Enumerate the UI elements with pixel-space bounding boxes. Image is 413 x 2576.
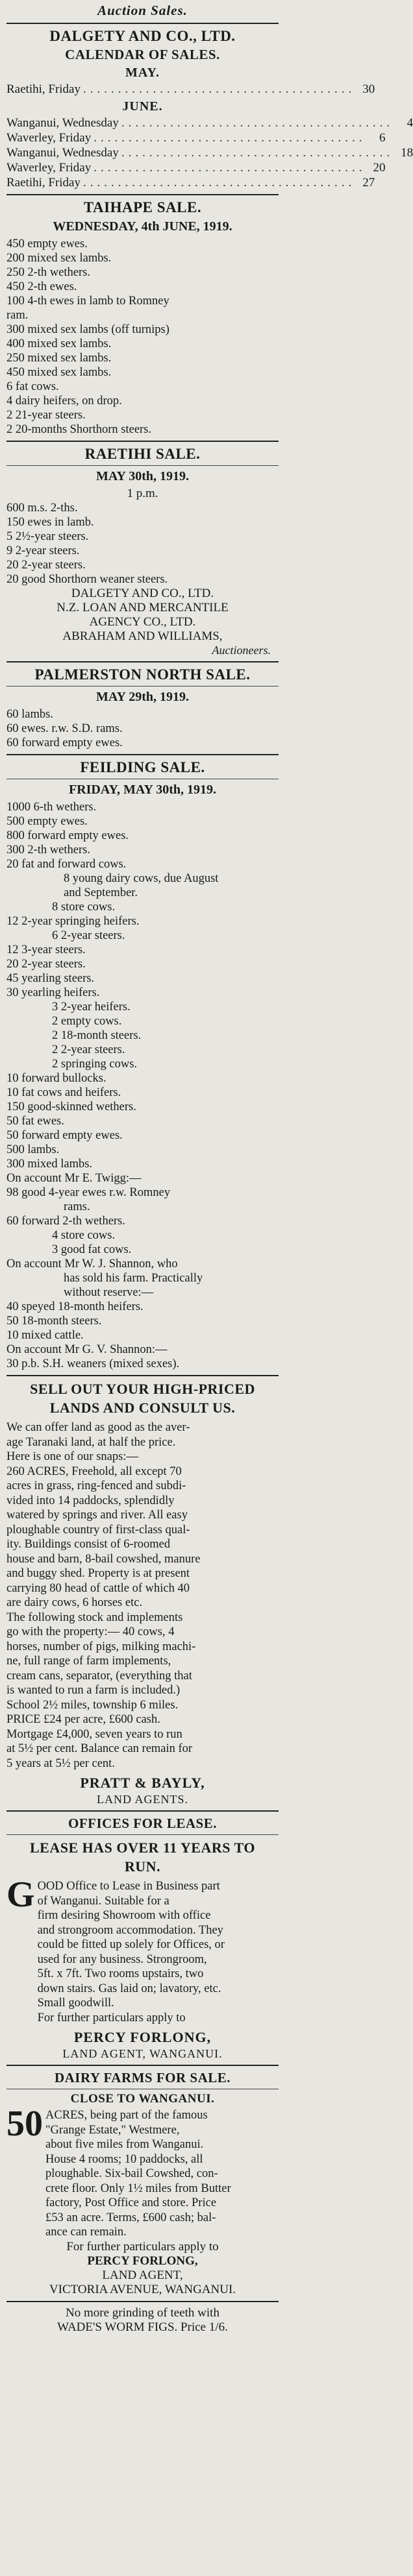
calendar-heading: CALENDAR OF SALES. bbox=[65, 47, 220, 62]
text-line: ance can remain. bbox=[45, 2226, 127, 2239]
lot-item: 30 yearling heifers. bbox=[6, 986, 100, 999]
raetihi-firm: N.Z. LOAN AND MERCANTILE bbox=[56, 601, 229, 614]
month-june: JUNE. bbox=[122, 99, 163, 114]
lot-item: 2 empty cows. bbox=[52, 1015, 122, 1028]
lot-item: 30 p.b. S.H. weaners (mixed sexes). bbox=[6, 1357, 180, 1370]
text-line: We can offer land as good as the aver- bbox=[6, 1421, 190, 1434]
text-line: are dairy cows, 6 horses etc. bbox=[6, 1596, 143, 1609]
june-rows bbox=[6, 115, 413, 190]
leader-dots: ....................................... bbox=[121, 146, 394, 160]
dairy-body bbox=[6, 2104, 279, 2240]
lot-item: 50 18-month steers. bbox=[6, 1315, 102, 1328]
lot-item: 3 2-year heifers. bbox=[52, 1001, 131, 1014]
calendar-row bbox=[6, 145, 413, 160]
taihape-date: WEDNESDAY, 4th JUNE, 1919. bbox=[53, 219, 232, 234]
text-line: Mortgage £4,000, seven years to run bbox=[6, 1727, 182, 1741]
worm-figs-advert bbox=[6, 2306, 279, 2335]
feilding-items bbox=[6, 800, 279, 1371]
lot-item: On account Mr G. V. Shannon:— bbox=[6, 1343, 168, 1356]
sell-text bbox=[6, 1420, 279, 1771]
lot-item: 400 mixed sex lambs. bbox=[6, 337, 112, 350]
lot-item: 200 mixed sex lambs. bbox=[6, 252, 112, 265]
agent-address: VICTORIA AVENUE, WANGANUI. bbox=[49, 2282, 236, 2296]
sale-day: 18 bbox=[401, 146, 413, 160]
divider bbox=[6, 686, 279, 687]
lot-item: 300 mixed lambs. bbox=[6, 1158, 93, 1171]
calendar-row bbox=[6, 160, 386, 175]
lot-item: 1000 6-th wethers. bbox=[6, 801, 97, 814]
text-line: ACRES, being part of the famous bbox=[45, 2109, 208, 2122]
sell-out-advert bbox=[6, 1380, 279, 1806]
offices-big-heading: LEASE HAS OVER 11 YEARS TO bbox=[30, 1840, 255, 1856]
palmerston-sale bbox=[6, 666, 279, 750]
lot-item: ram. bbox=[6, 309, 29, 322]
text-line: ploughable country of first-class qual- bbox=[6, 1523, 190, 1537]
agent-name: PERCY FORLONG, bbox=[87, 2254, 198, 2268]
palmerston-heading: PALMERSTON NORTH SALE. bbox=[34, 666, 251, 683]
divider bbox=[6, 2301, 279, 2302]
divider bbox=[6, 465, 279, 466]
text-line: "Grange Estate," Westmere, bbox=[45, 2123, 180, 2137]
offices-text bbox=[38, 1879, 279, 2025]
text-line: cream cans, separator, (everything that bbox=[6, 1669, 192, 1683]
offices-big-heading: RUN. bbox=[124, 1858, 161, 1875]
text-line: carrying 80 head of cattle of which 40 bbox=[6, 1581, 190, 1595]
sale-day: 20 bbox=[373, 161, 386, 175]
text-line: ne, full range of farm implements, bbox=[6, 1655, 171, 1668]
taihape-heading: TAIHAPE SALE. bbox=[83, 199, 202, 215]
agent-role: LAND AGENT, bbox=[102, 2268, 183, 2282]
text-line: acres in grass, ring-fenced and subdi- bbox=[6, 1479, 186, 1492]
dairy-text bbox=[45, 2108, 279, 2240]
text-line: is wanted to run a farm is included.) bbox=[6, 1684, 181, 1697]
raetihi-sale bbox=[6, 446, 279, 657]
text-line: House 4 rooms; 10 paddocks, all bbox=[45, 2152, 203, 2166]
lot-item: 2 20-months Shorthorn steers. bbox=[6, 423, 152, 436]
calendar-row bbox=[6, 175, 375, 190]
text-line: 5ft. x 7ft. Two rooms upstairs, two bbox=[37, 1967, 204, 1980]
lot-item: On account Mr E. Twigg:— bbox=[6, 1172, 142, 1185]
feilding-sale bbox=[6, 759, 279, 1371]
text-line: could be fitted up solely for Offices, or bbox=[37, 1938, 225, 1951]
feilding-date: FRIDAY, MAY 30th, 1919. bbox=[68, 783, 217, 797]
text-line: house and barn, 8-bail cowshed, manure bbox=[6, 1552, 201, 1566]
dairy-heading: DAIRY FARMS FOR SALE. bbox=[54, 2070, 231, 2085]
lot-item: 60 forward 2-th wethers. bbox=[6, 1215, 125, 1228]
month-may: MAY. bbox=[125, 66, 160, 80]
text-line: For further particulars apply to bbox=[37, 2011, 186, 2024]
divider bbox=[6, 2065, 279, 2066]
lot-item: 9 2-year steers. bbox=[6, 544, 80, 557]
offices-advert bbox=[6, 1816, 279, 2061]
lot-item: 20 good Shorthorn weaner steers. bbox=[6, 573, 168, 586]
lot-item: 8 store cows. bbox=[52, 901, 116, 914]
dairy-advert bbox=[6, 2070, 279, 2297]
raetihi-date: MAY 30th, 1919. bbox=[96, 469, 189, 483]
lot-item: 6 fat cows. bbox=[6, 380, 59, 393]
raetihi-firm: AGENCY CO., LTD. bbox=[89, 615, 196, 629]
agent-role: LAND AGENT, WANGANUI. bbox=[62, 2047, 223, 2060]
text-line: Here is one of our snaps:— bbox=[6, 1450, 138, 1463]
dairy-apply: For further particulars apply to bbox=[66, 2239, 219, 2254]
lot-item: 450 empty ewes. bbox=[6, 237, 88, 250]
text-line: Small goodwill. bbox=[37, 1997, 114, 2010]
lot-item: 2 18-month steers. bbox=[52, 1029, 142, 1042]
raetihi-items bbox=[6, 501, 279, 587]
raetihi-time: 1 p.m. bbox=[127, 487, 158, 500]
lot-item: 20 2-year steers. bbox=[6, 958, 86, 971]
divider bbox=[6, 1834, 279, 1835]
figs-line: No more grinding of teeth with bbox=[66, 2305, 219, 2320]
lot-item: 150 good-skinned wethers. bbox=[6, 1100, 136, 1113]
offices-body bbox=[6, 1875, 279, 2025]
lot-item: 450 mixed sex lambs. bbox=[6, 366, 112, 379]
drop-cap: G bbox=[6, 1875, 35, 1915]
text-line: about five miles from Wanganui. bbox=[45, 2138, 204, 2151]
calendar-row bbox=[6, 115, 413, 130]
text-line: and strongroom accommodation. They bbox=[37, 1923, 223, 1937]
lot-item: 2 springing cows. bbox=[52, 1058, 138, 1071]
leader-dots: ....................................... bbox=[94, 161, 366, 175]
leader-dots: ....................................... bbox=[82, 176, 356, 189]
sell-heading: LANDS AND CONSULT US. bbox=[49, 1400, 236, 1416]
text-line: age Taranaki land, at half the price. bbox=[6, 1435, 176, 1449]
text-line: firm desiring Showroom with office bbox=[37, 1909, 211, 1922]
lot-item: 40 speyed 18-month heifers. bbox=[6, 1300, 144, 1313]
dairy-subheading: CLOSE TO WANGANUI. bbox=[70, 2092, 215, 2106]
auctioneers-label: Auctioneers. bbox=[212, 644, 271, 657]
sale-day: 4 bbox=[407, 116, 413, 130]
text-line: ploughable. Six-bail Cowshed, con- bbox=[45, 2167, 218, 2180]
drop-cap: 50 bbox=[6, 2104, 43, 2144]
lot-item: 6 2-year steers. bbox=[52, 929, 125, 942]
lot-item: 60 forward empty ewes. bbox=[6, 736, 123, 749]
lot-item: rams. bbox=[64, 1200, 90, 1213]
text-line: School 2½ miles, township 6 miles. bbox=[6, 1698, 179, 1712]
sale-day: 6 bbox=[379, 131, 386, 145]
palmerston-items bbox=[6, 707, 279, 750]
text-line: at 5½ per cent. Balance can remain for bbox=[6, 1742, 193, 1755]
lot-item: 300 2-th wethers. bbox=[6, 844, 90, 857]
calendar-row bbox=[6, 82, 375, 97]
taihape-items bbox=[6, 237, 279, 437]
raetihi-firm: ABRAHAM AND WILLIAMS, bbox=[62, 629, 223, 643]
text-line: go with the property:— 40 cows, 4 bbox=[6, 1625, 175, 1638]
leader-dots: ....................................... bbox=[94, 131, 366, 145]
lot-item: 12 3-year steers. bbox=[6, 943, 86, 956]
calendar-row bbox=[6, 130, 386, 145]
text-line: watered by springs and river. All easy bbox=[6, 1509, 188, 1522]
sale-place: Raetihi, Friday bbox=[6, 82, 81, 96]
sale-place: Raetihi, Friday bbox=[6, 176, 81, 189]
lot-item: 50 fat ewes. bbox=[6, 1115, 64, 1128]
lot-item: 4 store cows. bbox=[52, 1229, 116, 1242]
divider bbox=[6, 23, 279, 24]
lot-item: 10 forward bullocks. bbox=[6, 1072, 106, 1085]
feilding-heading: FEILDING SALE. bbox=[80, 759, 205, 775]
text-line: crete floor. Only 1½ miles from Butter bbox=[45, 2181, 231, 2195]
text-line: £53 an acre. Terms, £600 cash; bal- bbox=[45, 2211, 216, 2224]
divider bbox=[6, 754, 279, 755]
dalgety-calendar bbox=[6, 28, 413, 190]
page-title: Auction Sales. bbox=[97, 3, 188, 18]
lot-item: 2 21-year steers. bbox=[6, 409, 86, 422]
lot-item: 600 m.s. 2-ths. bbox=[6, 502, 78, 515]
text-line: PRICE £24 per acre, £600 cash. bbox=[6, 1713, 160, 1726]
lot-item: 300 mixed sex lambs (off turnips) bbox=[6, 323, 169, 336]
lot-item: 3 good fat cows. bbox=[52, 1243, 132, 1256]
sale-place: Waverley, Friday bbox=[6, 131, 92, 145]
raetihi-heading: RAETIHI SALE. bbox=[84, 446, 201, 462]
may-rows bbox=[6, 82, 375, 97]
palmerston-date: MAY 29th, 1919. bbox=[96, 690, 189, 704]
text-line: used for any business. Strongroom, bbox=[37, 1952, 207, 1966]
dalgety-heading: DALGETY AND CO., LTD. bbox=[49, 28, 236, 44]
divider bbox=[6, 1375, 279, 1376]
lot-item: 45 yearling steers. bbox=[6, 972, 95, 985]
text-line: factory, Post Office and store. Price bbox=[45, 2196, 217, 2209]
lot-item: 150 ewes in lamb. bbox=[6, 516, 94, 529]
leader-dots: ....................................... bbox=[82, 82, 356, 96]
text-line: 260 ACRES, Freehold, all except 70 bbox=[6, 1464, 182, 1478]
lot-item: 20 fat and forward cows. bbox=[6, 858, 127, 871]
lot-item: 4 dairy heifers, on drop. bbox=[6, 395, 122, 407]
leader-dots: ....................................... bbox=[121, 116, 394, 130]
lot-item: 100 4-th ewes in lamb to Romney bbox=[6, 295, 169, 308]
text-line: ity. Buildings consist of 6-roomed bbox=[6, 1538, 171, 1551]
agent-name: PERCY FORLONG, bbox=[73, 2029, 212, 2045]
lot-item: 60 lambs. bbox=[6, 708, 53, 721]
lot-item: without reserve:— bbox=[64, 1286, 154, 1299]
sale-place: Waverley, Friday bbox=[6, 161, 92, 175]
text-line: and buggy shed. Property is at present bbox=[6, 1567, 190, 1580]
lot-item: 250 mixed sex lambs. bbox=[6, 352, 112, 365]
lot-item: 8 young dairy cows, due August bbox=[64, 872, 219, 885]
lot-item: 450 2-th ewes. bbox=[6, 280, 77, 293]
raetihi-firm: DALGETY AND CO., LTD. bbox=[71, 587, 214, 600]
lot-item: 500 empty ewes. bbox=[6, 815, 88, 828]
lot-item: 2 2-year steers. bbox=[52, 1043, 125, 1056]
lot-item: 10 mixed cattle. bbox=[6, 1329, 84, 1342]
agent-role: LAND AGENTS. bbox=[97, 1793, 188, 1806]
text-line: The following stock and implements bbox=[6, 1610, 183, 1624]
taihape-sale bbox=[6, 199, 279, 437]
text-line: vided into 14 paddocks, splendidly bbox=[6, 1494, 175, 1507]
figs-line: WADE'S WORM FIGS. Price 1/6. bbox=[57, 2320, 228, 2334]
lot-item: 250 2-th wethers. bbox=[6, 266, 90, 279]
lot-item: 800 forward empty ewes. bbox=[6, 829, 129, 842]
divider bbox=[6, 441, 279, 442]
lot-item: 98 good 4-year ewes r.w. Romney bbox=[6, 1186, 171, 1199]
lot-item: 500 lambs. bbox=[6, 1143, 60, 1156]
lot-item: On account Mr W. J. Shannon, who bbox=[6, 1258, 178, 1270]
offices-heading: OFFICES FOR LEASE. bbox=[68, 1816, 217, 1831]
text-line: OOD Office to Lease in Business part bbox=[37, 1880, 220, 1893]
divider bbox=[6, 1810, 279, 1812]
divider bbox=[6, 194, 279, 195]
divider bbox=[6, 661, 279, 662]
lot-item: 60 ewes. r.w. S.D. rams. bbox=[6, 722, 123, 735]
text-line: of Wanganui. Suitable for a bbox=[37, 1894, 169, 1908]
text-line: 5 years at 5½ per cent. bbox=[6, 1756, 115, 1770]
sale-place: Wanganui, Wednesday bbox=[6, 146, 119, 160]
lot-item: 5 2½-year steers. bbox=[6, 530, 89, 543]
lot-item: and September. bbox=[64, 886, 138, 899]
agent-name: PRATT & BAYLY, bbox=[80, 1775, 205, 1791]
sell-heading: SELL OUT YOUR HIGH-PRICED bbox=[30, 1381, 255, 1397]
text-line: down stairs. Gas laid on; lavatory, etc. bbox=[37, 1982, 221, 1995]
text-line: horses, number of pigs, milking machi- bbox=[6, 1640, 196, 1653]
sale-day: 27 bbox=[362, 176, 375, 189]
sale-day: 30 bbox=[362, 82, 375, 96]
sale-place: Wanganui, Wednesday bbox=[6, 116, 119, 130]
lot-item: 50 forward empty ewes. bbox=[6, 1129, 123, 1142]
lot-item: 12 2-year springing heifers. bbox=[6, 915, 140, 928]
lot-item: has sold his farm. Practically bbox=[64, 1272, 203, 1285]
lot-item: 20 2-year steers. bbox=[6, 559, 86, 572]
lot-item: 10 fat cows and heifers. bbox=[6, 1086, 121, 1099]
